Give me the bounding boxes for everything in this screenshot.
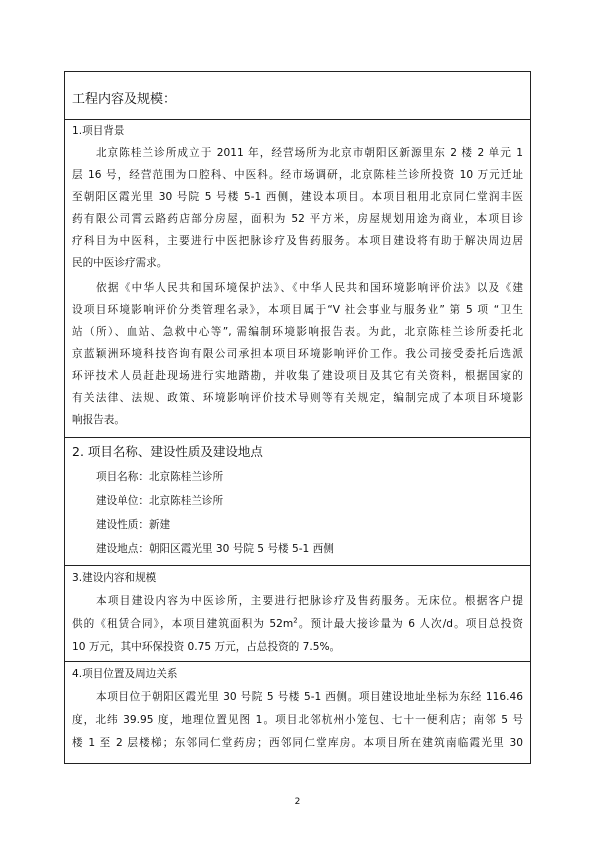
s3-line: 10 万元，其中环保投资 0.75 万元，占总投资的 7.5%。	[72, 641, 341, 653]
s1-p2-line: 响报告表。	[72, 414, 125, 426]
s2-heading: 2. 项目名称、建设性质及建设地点	[72, 444, 263, 459]
s3-line-b: 。预计最大接诊量为 6 人次/d。项目总投资	[297, 618, 523, 630]
s3-line-a: 供的《租赁合同》，本项目建筑面积为 52m	[72, 618, 294, 630]
s2-item: 建设单位：北京陈桂兰诊所	[96, 495, 224, 507]
row-divider	[65, 565, 530, 566]
s2-item: 建设性质：新建	[96, 519, 171, 531]
s1-p1-line: 药有限公司霄云路药店部分房屋，面积为 52 平方米，房屋规划用途为商业，本项目诊	[72, 213, 523, 225]
s2-item: 建设地点：朝阳区霞光里 30 号院 5 号楼 5-1 西侧	[96, 543, 334, 555]
s4-heading: 4.项目位置及周边关系	[72, 668, 178, 680]
s1-p1-line: 北京陈桂兰诊所成立于 2011 年，经营场所为北京市朝阳区新源里东 2 楼 2 单元 1	[96, 147, 523, 159]
s1-p1-line: 民的中医诊疗需求。	[72, 257, 168, 269]
content-frame	[64, 71, 531, 764]
s4-line: 本项目位于朝阳区霞光里 30 号院 5 号楼 5-1 西侧。项目建设地址坐标为东经 116.46	[96, 691, 523, 703]
s2-item: 项目名称：北京陈桂兰诊所	[96, 471, 224, 483]
s3-line: 本项目建设内容为中医诊所，主要进行把脉诊疗及售药服务。无床位。根据客户提	[96, 595, 523, 607]
s3-sup: 2	[293, 616, 298, 625]
s1-p2-line: 依据《中华人民共和国环境保护法》、《中华人民共和国环境影响评价法》以及《建	[96, 282, 523, 294]
s1-p2-line: 站（所）、血站、急救中心等”, 需编制环境影响报告表。为此，北京陈桂兰诊所委托北	[72, 326, 523, 338]
section-title: 工程内容及规模：	[72, 92, 177, 107]
page-number: 2	[294, 797, 301, 807]
s4-line: 度，北纬 39.95 度，地理位置见图 1。项目北邻杭州小笼包、七十一便利店；南邻 5 号	[72, 714, 523, 726]
s1-p2-line: 有关法律、法规、政策、环境影响评价技术导则等有关规定，编制完成了本项目环境影	[72, 392, 523, 404]
s1-p1-line: 至朝阳区霞光里 30 号院 5 号楼 5-1 西侧，建设本项目。本项目租用北京同仁堂润丰医	[72, 191, 523, 203]
s3-line	[72, 613, 523, 635]
s1-p2-line: 环评技术人员赶赴现场进行实地踏勘，并收集了建设项目及其它有关资料，根据国家的	[72, 370, 523, 382]
s3-heading: 3.建设内容和规模	[72, 572, 157, 584]
row-divider	[65, 661, 530, 662]
s1-p1-line: 层 16 号，经营范围为口腔科、中医科。经市场调研，北京陈桂兰诊所投资 10 万元迁址	[72, 169, 523, 181]
s1-p2-line: 京蓝颖洲环境科技咨询有限公司承担本项目环境影响评价工作。我公司接受委托后选派	[72, 348, 523, 360]
s1-p2-line: 设项目环境影响评价分类管理名录》，本项目属于“V 社会事业与服务业” 第 5 项 “卫生	[72, 304, 523, 316]
s4-line: 楼 1 至 2 层楼梯；东邻同仁堂药房；西邻同仁堂库房。本项目所在建筑南临霞光里 30	[72, 737, 523, 749]
row-divider	[65, 437, 530, 438]
s1-p1-line: 疗科目为中医科，主要进行中医把脉诊疗及售药服务。本项目建设将有助于解决周边居	[72, 235, 523, 247]
s1-heading: 1.项目背景	[72, 125, 125, 137]
